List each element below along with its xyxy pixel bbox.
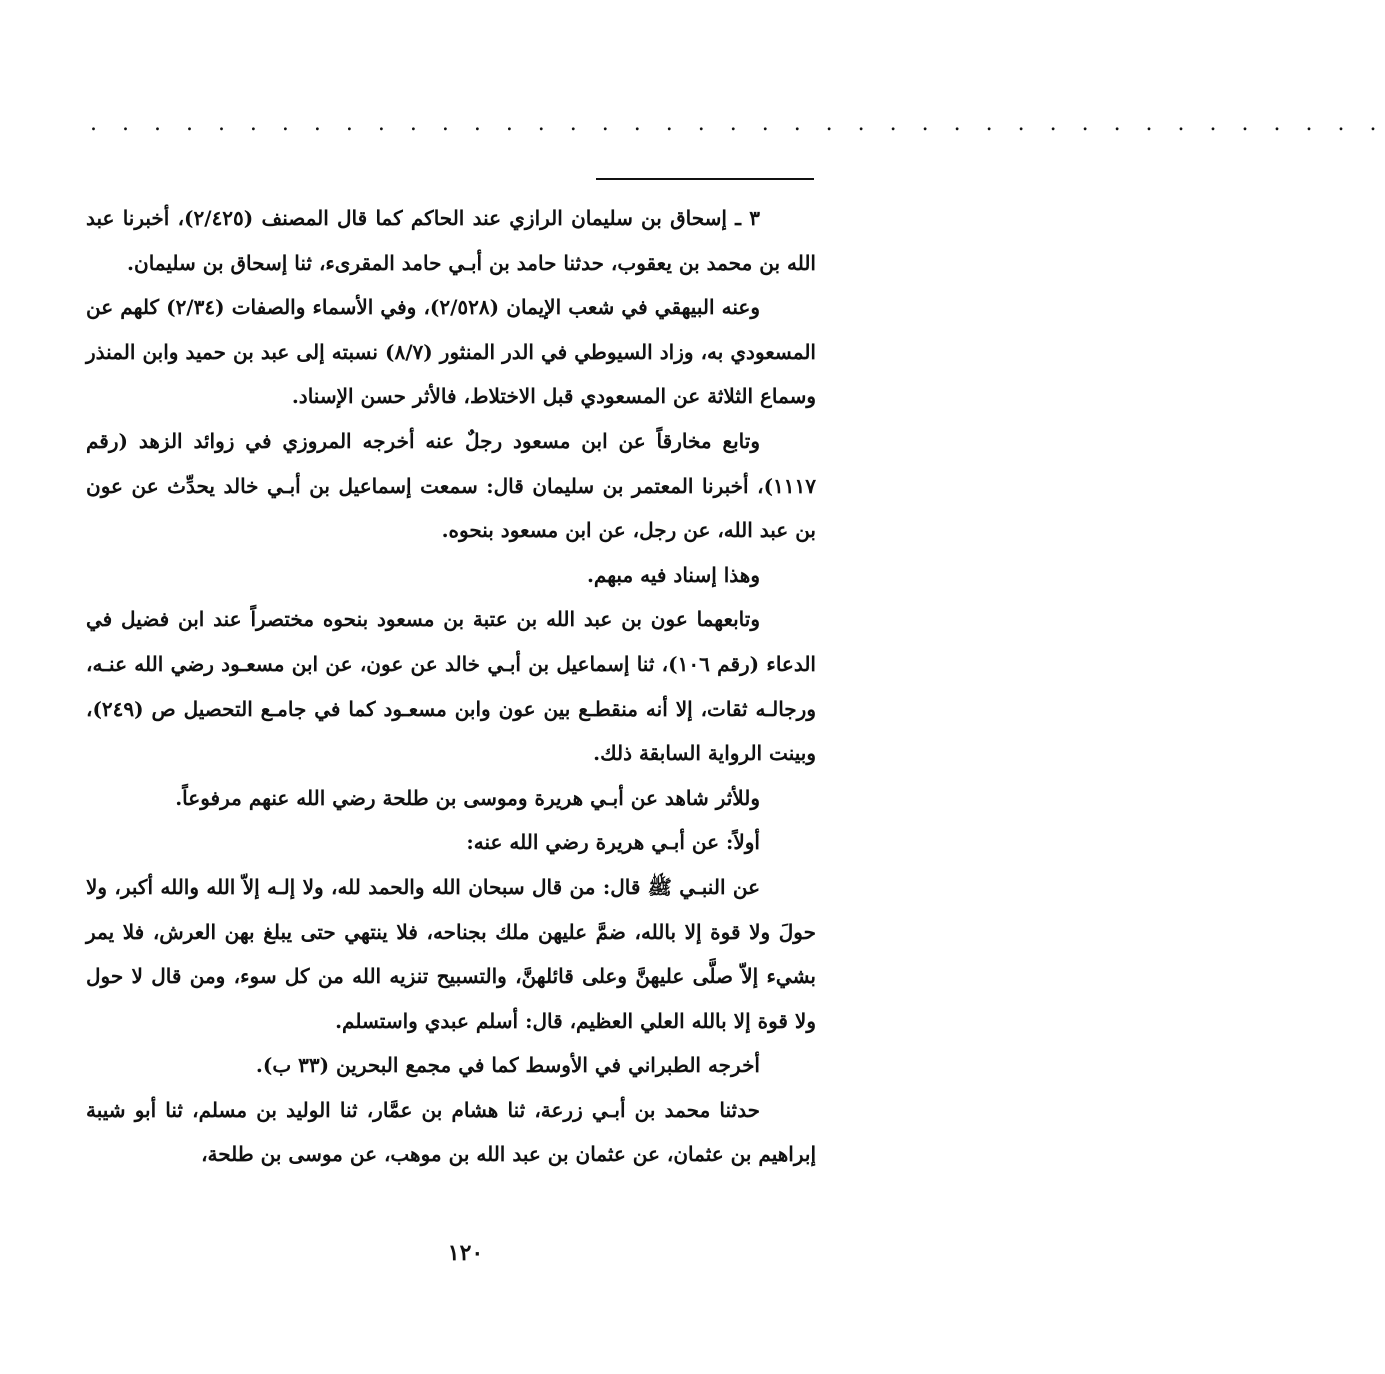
paragraph: ٣ ـ إسحاق بن سليمان الرازي عند الحاكم كما قال المصنف (٢/٤٢٥)، أخبرنا عبد الله بن محمد بن يعقوب، حدثنا حامد بن أبـي حامد المقرىء، ثنا إسحاق بن سليمان.	[86, 206, 816, 275]
paragraph: وتابع مخارقاً عن ابن مسعود رجلٌ عنه أخرجه المروزي في زوائد الزهد (رقم ١١١٧)، أخبرنا المعتمر بن سليمان قال: سمعت إسماعيل بن أبـي خالد يحدِّث عن عون بن عبد الله، عن رجل، عن ابن مسعود بنحوه.	[86, 428, 816, 543]
paragraph: وهذا إسناد فيه مبهم.	[586, 562, 760, 587]
footnote-rule	[596, 178, 814, 180]
paragraph: وللأثر شاهد عن أبـي هريرة وموسى بن طلحة رضي الله عنهم مرفوعاً.	[175, 785, 760, 810]
page-number: ١٢٠	[447, 1240, 484, 1266]
paragraph: وتابعهما عون بن عبد الله بن عتبة بن مسعود بنحوه مختصراً عند ابن فضيل في الدعاء (رقم ١٠٦)، ثنا إسماعيل بن أبـي خالد عن عون، عن ابن مسعـود رضي الله عنـه، ورجالـه ثقات، إلا أنه منقطـع بين عون وابن مسعـود كما في جامـع التحصيل ص (٢٤٩)، وبينت الرواية السابقة ذلك.	[86, 607, 816, 766]
page-body	[86, 196, 816, 1177]
paragraph: وعنه البيهقي في شعب الإيمان (٢/٥٢٨)، وفي الأسماء والصفات (٢/٣٤) كلهم عن المسعودي به، وزاد السيوطي في الدر المنثور (٨/٧) نسبته إلى عبد بن حميد وابن المنذر وسماع الثلاثة عن المسعودي قبل الاختلاط، فالأثر حسن الإسناد.	[86, 295, 816, 409]
paragraph: حدثنا محمد بن أبـي زرعة، ثنا هشام بن عمَّار، ثنا الوليد بن مسلم، ثنا أبو شيبة إبراهيم بن عثمان، عن عثمان بن عبد الله بن موهب، عن موسى بن طلحة،	[86, 1097, 816, 1167]
paragraph: عن النبـي ﷺ قال: من قال سبحان الله والحمد لله، ولا إلـه إلاّ الله والله أكبر، ولا حولَ ولا قوة إلا بالله، ضمَّ عليهن ملك بجناحه، فلا ينتهي حتى يبلغ بهن العرش، فلا يمر بشيء إلاّ صلَّى عليهنَّ وعلى قائلهنَّ، والتسبيح تنزيه الله من كل سوء، ومن قال لا حول ولا قوة إلا بالله العلي العظيم، قال: أسلم عبدي واستسلم.	[86, 874, 816, 1033]
paragraph: أخرجه الطبراني في الأوسط كما في مجمع البحرين (٣٣ ب).	[255, 1053, 760, 1078]
dotted-separator: . . . . . . . . . . . . . . . . . . . . . . . . . . . . . . . . . . . . . . . . .	[90, 111, 1385, 136]
section-heading: أولاً: عن أبـي هريرة رضي الله عنه:	[466, 830, 760, 855]
